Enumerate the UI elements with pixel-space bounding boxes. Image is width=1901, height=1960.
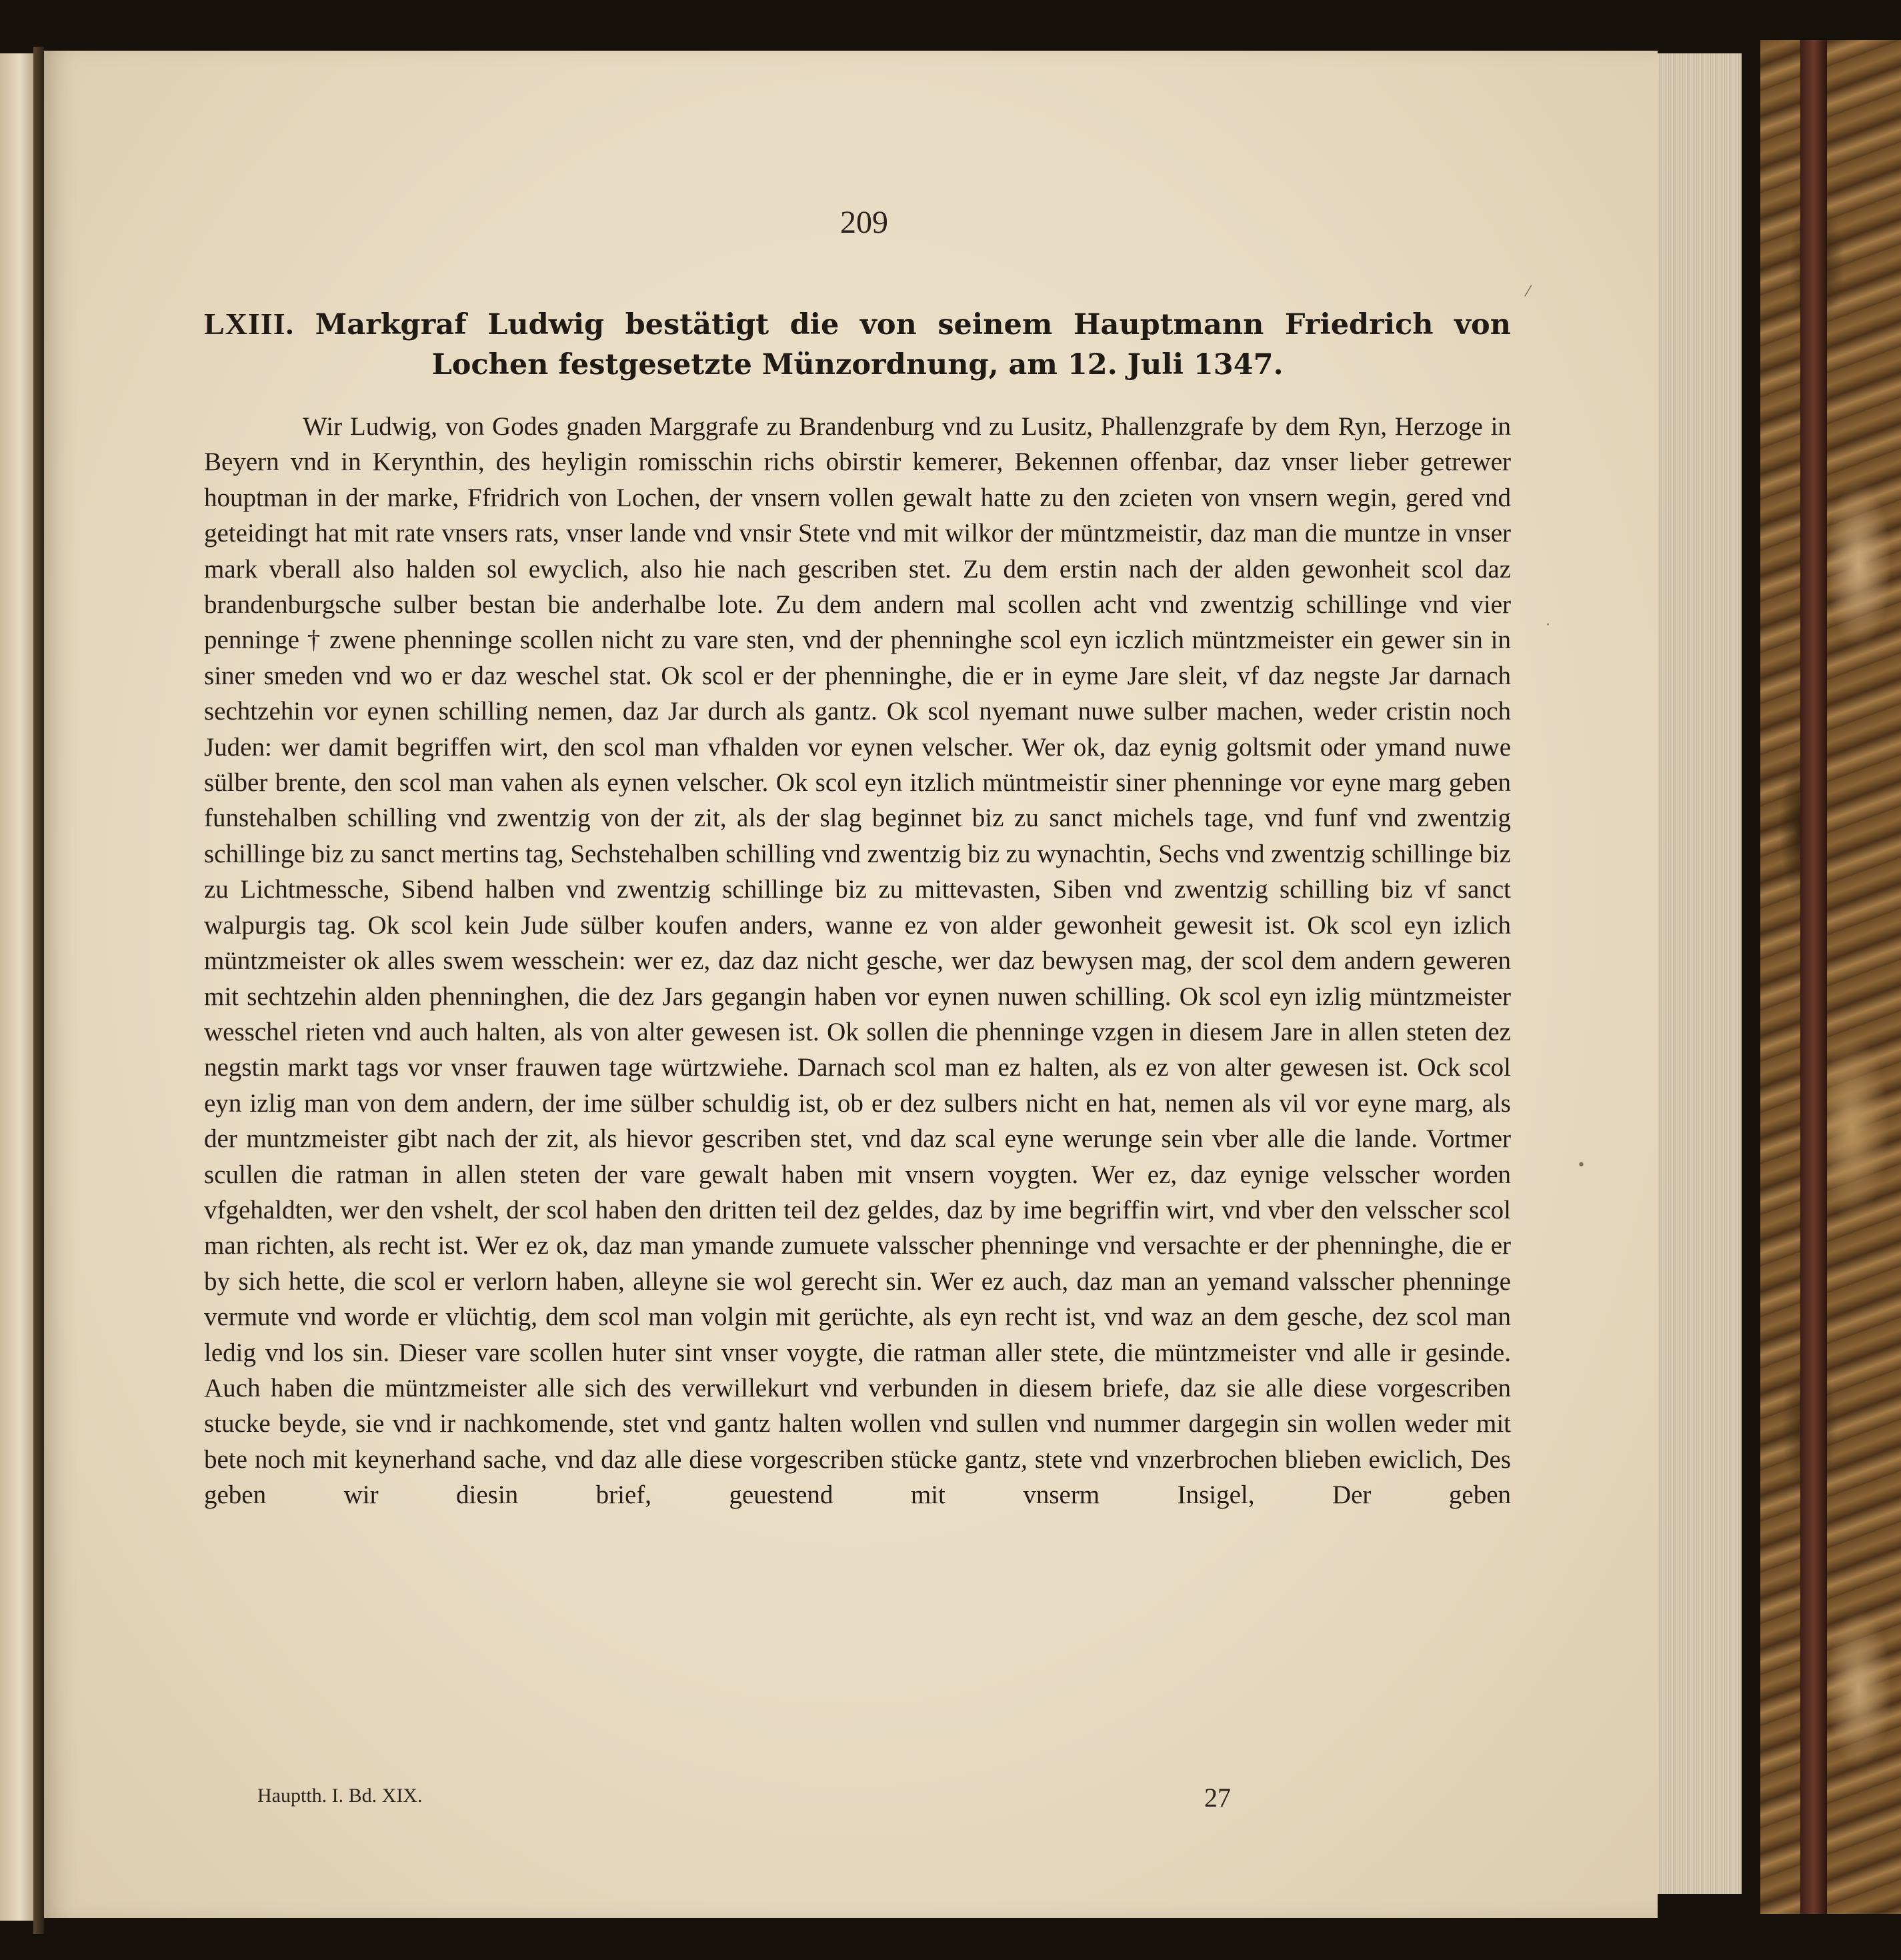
sheet-number: 27 [1204,1783,1231,1813]
page-number: 209 [840,205,888,240]
document-body [204,409,1511,1513]
margin-mark: ⁄ [1527,283,1530,300]
margin-mark: • [1577,1157,1586,1174]
document-title [204,304,1511,385]
book-gutter [33,47,44,1934]
body-paragraph: Wir Ludwig, von Godes gnaden Marggrafe zu Brandenburg vnd zu Lusitz, Phallenzgrafe by dem Ryn, Herzoge in Beyern vnd in Kerynthin, des heyligin romisschin richs obirstir kemerer, Bekennen offenbar, daz vnser lieber getrewer houptman in der marke, Ffridrich von Lochen, der vnsern vollen gewalt hatte zu den zcieten von vnsern wegin, gered vnd geteidingt hat mit rate vnsers rats, vnser lande vnd vnsir Stete vnd mit wilkor der müntzmeistir, daz man die muntze in vnser mark vberall also halden sol ewyclich, also hie nach gescriben stet. Zu dem erstin nach der alden gewonheit scol daz brandenburgsche sulber bestan bie anderhalbe lote. Zu dem andern mal scollen acht vnd zwentzig schillinge vnd vier penninge † zwene phenninge scollen nicht zu vare sten, vnd der phenninghe scol eyn iczlich müntzmeister ein gewer sin in siner smeden vnd wo er daz weschel stat. Ok scol er der phenninghe, die er in eyme Jare sleit, vf daz negste Jar darnach sechtzehin vor eynen schilling nemen, daz Jar durch als gantz. Ok scol nyemant nuwe sulber machen, weder cristin noch Juden: wer damit begriffen wirt, den scol man vfhalden vor eynen velscher. Wer ok, daz eynig goltsmit oder ymand nuwe sülber brente, den scol man vahen als eynen velscher. Ok scol eyn itzlich müntmeistir siner phenninge vor eyne marg geben funstehalben schilling vnd zwentzig von der zit, als der slag beginnet biz zu sanct michels tage, vnd funf vnd zwentzig schillinge biz zu sanct mertins tag, Sechstehalben schilling vnd zwentzig biz zu wynachtin, Sechs vnd zwentzig schillinge biz zu Lichtmessche, Sibend halben vnd zwentzig schillinge biz zu mittevasten, Siben vnd zwentzig schilling biz vf sanct walpurgis tag. Ok scol kein Jude sülber koufen anders, wanne ez von alder gewonheit gewesit ist. Ok scol eyn izlich müntzmeister ok alles swem wesschein: wer ez, daz daz nicht gesche, wer daz bewysen mag, der scol dem andern geweren mit sechtzehin alden phenninghen, die dez Jars gegangin haben vor eynen nuwen schilling. Ok scol eyn izlig müntzmeister wesschel rieten vnd auch halten, als von alter gewesen ist. Ok sollen die phenninge vzgen in diesem Jare in allen steten dez negstin markt tags vor vnser frauwen tage würtzwiehe. Darnach scol man ez halten, als ez von alter gewesen ist. Ock scol eyn izlig man von dem andern, der ime sülber schuldig ist, ob er dez sulbers nicht en hat, nemen als vil vor eyne marg, als der muntzmeister gibt nach der zit, als hievor gescriben stet, vnd daz scal eyne werunge sein vber alle die lande. Vortmer scullen die ratman in allen steten der vare gewalt haben mit vnsern voygten. Wer ez, daz eynige velsscher worden vfgehaldten, wer den vshelt, der scol haben den dritten teil dez geldes, daz by ime begriffin wirt, vnd vber den velsscher scol man richten, als recht ist. Wer ez ok, daz man ymande zumuete valsscher phenninge vnd versachte er der phenninghe, die er by sich hette, die scol er verlorn haben, alleyne sie wol gerecht sin. Wer ez auch, daz man an yemand valsscher phenninge vermute vnd worde er vlüchtig, dem scol man volgin mit gerüchte, als eyn recht ist, vnd waz an dem gesche, dez scol man ledig vnd los sin. Dieser vare scollen huter sint vnser voygte, die ratman aller stete, die müntzmeister vnd alle ir gesinde. Auch haben die müntzmeister alle sich des verwillekurt vnd verbunden in diesem briefe, daz sie alle diese vorgescriben stucke beyde, sie vnd ir nachkomende, stet vnd gantz halten wollen vnd sullen vnd nummer dargegin sin wollen weder mit bete noch mit keynerhand sache, vnd daz alle diese vorgescriben stücke gantz, stete vnd vnzerbrochen blieben ewiclich, Des geben wir diesin brief, geuestend mit vnserm Insigel, Der geben [204,412,1511,1510]
marbled-cover-board [1760,40,1901,1914]
stacked-page-edges [1654,53,1742,1894]
margin-mark: · [1546,617,1550,634]
left-page-edge [0,53,33,1921]
book-page [44,51,1658,1918]
signature-mark: Hauptth. I. Bd. XIX. [257,1785,423,1807]
document-heading: Markgraf Ludwig bestätigt die von seinem Hauptmann Friedrich von Lochen festgesetzte Münzordnung, am 12. Juli 1347. [315,308,1511,381]
cover-edge [1800,40,1827,1914]
document-number: LXIII. [204,307,295,341]
